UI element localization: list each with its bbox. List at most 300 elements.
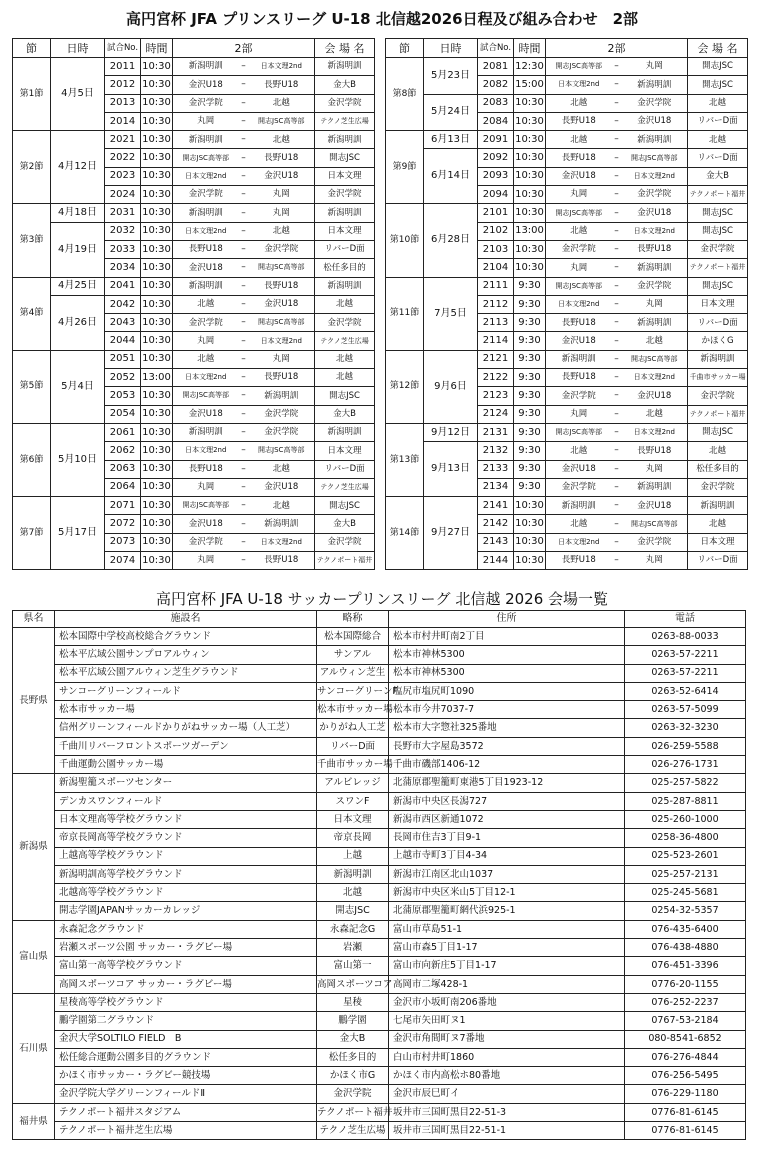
match-venue: 北越 bbox=[315, 350, 375, 368]
kickoff-time: 9:30 bbox=[514, 442, 546, 460]
facility-name: 帝京長岡高等学校グラウンド bbox=[55, 829, 317, 847]
home-team: 新潟明訓 bbox=[173, 423, 239, 441]
away-team: 開志JSC高等部 bbox=[622, 515, 688, 533]
away-team: 丸岡 bbox=[622, 58, 688, 76]
home-team: 日本文理2nd bbox=[173, 222, 239, 240]
match-date: 4月19日 bbox=[51, 222, 105, 277]
versus-dash: – bbox=[612, 387, 622, 405]
home-team: 金沢学院 bbox=[173, 314, 239, 332]
match-date: 5月4日 bbox=[51, 350, 105, 423]
col-header-time: 時間 bbox=[514, 39, 546, 58]
versus-dash: – bbox=[239, 76, 249, 94]
match-date: 9月13日 bbox=[424, 442, 478, 497]
facility-phone: 0263-57-2211 bbox=[625, 664, 746, 682]
facility-abbreviation: 千曲市サッカー場 bbox=[317, 756, 389, 774]
col-header-time: 時間 bbox=[141, 39, 173, 58]
facility-phone: 076-252-2237 bbox=[625, 993, 746, 1011]
home-team: 日本文理2nd bbox=[546, 295, 612, 313]
match-date: 4月25日 bbox=[51, 277, 105, 295]
kickoff-time: 9:30 bbox=[514, 387, 546, 405]
kickoff-time: 10:30 bbox=[141, 497, 173, 515]
facility-phone: 025-257-5822 bbox=[625, 774, 746, 792]
facility-name: かほく市サッカー・ラグビー競技場 bbox=[55, 1067, 317, 1085]
facility-abbreviation: 金大B bbox=[317, 1030, 389, 1048]
match-venue: リバーD面 bbox=[315, 460, 375, 478]
facility-name: 北越高等学校グラウンド bbox=[55, 884, 317, 902]
match-number: 2114 bbox=[478, 332, 514, 350]
home-team: 北越 bbox=[546, 131, 612, 149]
venue-row bbox=[13, 1103, 746, 1121]
versus-dash: – bbox=[612, 314, 622, 332]
match-venue: テクノ芝生広場 bbox=[315, 112, 375, 130]
match-venue: 北越 bbox=[688, 515, 748, 533]
facility-abbreviation: 鵬学園 bbox=[317, 1012, 389, 1030]
kickoff-time: 10:30 bbox=[514, 94, 546, 112]
away-team: 北越 bbox=[249, 497, 315, 515]
venue-header-row bbox=[13, 611, 746, 628]
schedule-header-row bbox=[386, 39, 748, 58]
facility-address: 七尾市矢田町ヌ1 bbox=[389, 1012, 625, 1030]
facility-phone: 0263-88-0033 bbox=[625, 628, 746, 646]
schedule-table-right bbox=[385, 38, 748, 570]
home-team: 丸岡 bbox=[546, 186, 612, 204]
match-venue: 金大B bbox=[315, 76, 375, 94]
match-venue: リバーD面 bbox=[688, 314, 748, 332]
away-team: 長野U18 bbox=[249, 369, 315, 387]
facility-phone: 025-245-5681 bbox=[625, 884, 746, 902]
match-number: 2112 bbox=[478, 295, 514, 313]
match-date: 5月24日 bbox=[424, 94, 478, 131]
away-team: 開志JSC高等部 bbox=[249, 259, 315, 277]
versus-dash: – bbox=[612, 497, 622, 515]
away-team: 日本文理2nd bbox=[622, 222, 688, 240]
match-venue: 新潟明訓 bbox=[688, 497, 748, 515]
facility-abbreviation: 北越 bbox=[317, 884, 389, 902]
match-row bbox=[386, 94, 748, 112]
match-row bbox=[386, 149, 748, 167]
match-number: 2013 bbox=[105, 94, 141, 112]
kickoff-time: 10:30 bbox=[514, 515, 546, 533]
facility-abbreviation: 富山第一 bbox=[317, 957, 389, 975]
venue-row bbox=[13, 756, 746, 774]
versus-dash: – bbox=[612, 460, 622, 478]
kickoff-time: 9:30 bbox=[514, 460, 546, 478]
facility-abbreviation: 岩瀬 bbox=[317, 939, 389, 957]
away-team: 長野U18 bbox=[622, 442, 688, 460]
facility-address: 松本市村井町南2丁目 bbox=[389, 628, 625, 646]
match-venue: 新潟明訓 bbox=[315, 423, 375, 441]
facility-phone: 025-287-8811 bbox=[625, 792, 746, 810]
kickoff-time: 10:30 bbox=[141, 405, 173, 423]
kickoff-time: 10:30 bbox=[514, 112, 546, 130]
facility-abbreviation: 松本市サッカー場 bbox=[317, 701, 389, 719]
facility-address: 金沢市小坂町南206番地 bbox=[389, 993, 625, 1011]
match-venue: 金沢学院 bbox=[688, 240, 748, 258]
match-number: 2034 bbox=[105, 259, 141, 277]
match-venue: 北越 bbox=[688, 131, 748, 149]
match-date: 9月12日 bbox=[424, 423, 478, 441]
away-team: 新潟明訓 bbox=[622, 131, 688, 149]
facility-name: 鵬学園第二グラウンド bbox=[55, 1012, 317, 1030]
match-venue: 金大B bbox=[688, 167, 748, 185]
facility-address: 上越市寺町3丁目4-34 bbox=[389, 847, 625, 865]
venue-row bbox=[13, 1122, 746, 1140]
kickoff-time: 10:30 bbox=[141, 186, 173, 204]
home-team: 金沢学院 bbox=[173, 94, 239, 112]
kickoff-time: 10:30 bbox=[141, 460, 173, 478]
home-team: 金沢U18 bbox=[546, 167, 612, 185]
home-team: 丸岡 bbox=[546, 259, 612, 277]
kickoff-time: 10:30 bbox=[514, 131, 546, 149]
match-venue: 開志JSC bbox=[688, 204, 748, 222]
home-team: 新潟明訓 bbox=[173, 131, 239, 149]
away-team: 丸岡 bbox=[249, 186, 315, 204]
away-team: 北越 bbox=[249, 131, 315, 149]
col-header-prefecture: 県名 bbox=[13, 611, 55, 628]
section-label: 第11節 bbox=[386, 277, 424, 350]
venue-row bbox=[13, 920, 746, 938]
facility-phone: 0263-57-2211 bbox=[625, 646, 746, 664]
facility-phone: 026-276-1731 bbox=[625, 756, 746, 774]
facility-address: 塩尻市塩尻町1090 bbox=[389, 682, 625, 700]
match-number: 2033 bbox=[105, 240, 141, 258]
home-team: 金沢U18 bbox=[546, 332, 612, 350]
home-team: 新潟明訓 bbox=[546, 350, 612, 368]
venue-row bbox=[13, 884, 746, 902]
match-number: 2062 bbox=[105, 442, 141, 460]
col-header-division: 2部 bbox=[546, 39, 688, 58]
match-number: 2101 bbox=[478, 204, 514, 222]
section-label: 第5節 bbox=[13, 350, 51, 423]
facility-name: 松本平広域公園アルウィン芝生グラウンド bbox=[55, 664, 317, 682]
col-header-venue: 会 場 名 bbox=[688, 39, 748, 58]
match-date: 5月17日 bbox=[51, 497, 105, 570]
match-number: 2143 bbox=[478, 533, 514, 551]
match-venue: テクノ芝生広場 bbox=[315, 332, 375, 350]
match-venue: 北越 bbox=[315, 295, 375, 313]
venue-row bbox=[13, 865, 746, 883]
kickoff-time: 10:30 bbox=[141, 222, 173, 240]
facility-phone: 0254-32-5357 bbox=[625, 902, 746, 920]
versus-dash: – bbox=[612, 478, 622, 496]
match-row bbox=[13, 277, 375, 295]
match-date: 4月5日 bbox=[51, 58, 105, 131]
facility-name: 松本市サッカー場 bbox=[55, 701, 317, 719]
kickoff-time: 10:30 bbox=[141, 332, 173, 350]
match-venue: 開志JSC bbox=[688, 277, 748, 295]
facility-abbreviation: かりがね人工芝 bbox=[317, 719, 389, 737]
versus-dash: – bbox=[239, 222, 249, 240]
home-team: 新潟明訓 bbox=[173, 58, 239, 76]
match-number: 2042 bbox=[105, 295, 141, 313]
match-number: 2073 bbox=[105, 533, 141, 551]
kickoff-time: 12:30 bbox=[514, 58, 546, 76]
match-row bbox=[13, 295, 375, 313]
versus-dash: – bbox=[612, 222, 622, 240]
versus-dash: – bbox=[239, 497, 249, 515]
facility-name: 金沢学院大学グリーンフィールドⅡ bbox=[55, 1085, 317, 1103]
away-team: 北越 bbox=[249, 460, 315, 478]
match-number: 2072 bbox=[105, 515, 141, 533]
versus-dash: – bbox=[239, 295, 249, 313]
versus-dash: – bbox=[612, 515, 622, 533]
facility-address: 松本市神林5300 bbox=[389, 646, 625, 664]
away-team: 新潟明訓 bbox=[622, 76, 688, 94]
facility-abbreviation: サンコーグリーンF bbox=[317, 682, 389, 700]
away-team: 長野U18 bbox=[249, 149, 315, 167]
facility-name: デンカスワンフィールド bbox=[55, 792, 317, 810]
facility-address: かほく市内高松ホ80番地 bbox=[389, 1067, 625, 1085]
facility-address: 北蒲原郡聖籠町網代浜925-1 bbox=[389, 902, 625, 920]
venue-row bbox=[13, 719, 746, 737]
home-team: 開志JSC高等部 bbox=[173, 497, 239, 515]
facility-phone: 025-260-1000 bbox=[625, 810, 746, 828]
match-venue: 新潟明訓 bbox=[315, 58, 375, 76]
away-team: 金沢学院 bbox=[622, 94, 688, 112]
facility-phone: 0767-53-2184 bbox=[625, 1012, 746, 1030]
match-number: 2022 bbox=[105, 149, 141, 167]
venue-row bbox=[13, 1048, 746, 1066]
away-team: 日本文理2nd bbox=[249, 533, 315, 551]
match-number: 2092 bbox=[478, 149, 514, 167]
versus-dash: – bbox=[612, 204, 622, 222]
match-venue: かほくG bbox=[688, 332, 748, 350]
home-team: 日本文理2nd bbox=[173, 442, 239, 460]
facility-abbreviation: テクノ芝生広場 bbox=[317, 1122, 389, 1140]
match-date: 9月27日 bbox=[424, 497, 478, 570]
col-header-section: 節 bbox=[386, 39, 424, 58]
match-venue: 金大B bbox=[315, 405, 375, 423]
match-venue: 日本文理 bbox=[315, 167, 375, 185]
home-team: 丸岡 bbox=[546, 405, 612, 423]
match-number: 2041 bbox=[105, 277, 141, 295]
versus-dash: – bbox=[239, 149, 249, 167]
match-number: 2074 bbox=[105, 552, 141, 570]
col-header-phone: 電話 bbox=[625, 611, 746, 628]
versus-dash: – bbox=[239, 94, 249, 112]
match-row bbox=[386, 423, 748, 441]
versus-dash: – bbox=[612, 76, 622, 94]
versus-dash: – bbox=[239, 350, 249, 368]
col-header-match-no: 試合No. bbox=[478, 39, 514, 58]
facility-name: 開志学園JAPANサッカーカレッジ bbox=[55, 902, 317, 920]
match-number: 2081 bbox=[478, 58, 514, 76]
facility-abbreviation: アルウィン芝生 bbox=[317, 664, 389, 682]
match-venue: 金沢学院 bbox=[315, 314, 375, 332]
match-row bbox=[13, 58, 375, 76]
match-row bbox=[13, 222, 375, 240]
match-number: 2014 bbox=[105, 112, 141, 130]
away-team: 金沢学院 bbox=[622, 186, 688, 204]
venue-row bbox=[13, 957, 746, 975]
match-number: 2011 bbox=[105, 58, 141, 76]
versus-dash: – bbox=[239, 277, 249, 295]
match-number: 2064 bbox=[105, 478, 141, 496]
versus-dash: – bbox=[239, 460, 249, 478]
away-team: 開志JSC高等部 bbox=[622, 149, 688, 167]
kickoff-time: 10:30 bbox=[514, 533, 546, 551]
match-date: 7月5日 bbox=[424, 277, 478, 350]
away-team: 丸岡 bbox=[249, 350, 315, 368]
home-team: 金沢学院 bbox=[546, 240, 612, 258]
kickoff-time: 10:30 bbox=[141, 442, 173, 460]
match-row bbox=[386, 58, 748, 76]
facility-address: 富山市向新庄5丁目1-17 bbox=[389, 957, 625, 975]
facility-abbreviation: テクノポート福井 bbox=[317, 1103, 389, 1121]
away-team: 金沢U18 bbox=[622, 387, 688, 405]
facility-phone: 076-229-1180 bbox=[625, 1085, 746, 1103]
home-team: 開志JSC高等部 bbox=[173, 387, 239, 405]
away-team: 開志JSC高等部 bbox=[249, 314, 315, 332]
versus-dash: – bbox=[612, 149, 622, 167]
match-number: 2104 bbox=[478, 259, 514, 277]
versus-dash: – bbox=[239, 131, 249, 149]
section-label: 第4節 bbox=[13, 277, 51, 350]
match-date: 5月10日 bbox=[51, 423, 105, 496]
versus-dash: – bbox=[239, 204, 249, 222]
home-team: 北越 bbox=[173, 295, 239, 313]
match-number: 2054 bbox=[105, 405, 141, 423]
facility-phone: 0258-36-4800 bbox=[625, 829, 746, 847]
kickoff-time: 10:30 bbox=[141, 149, 173, 167]
home-team: 金沢学院 bbox=[546, 387, 612, 405]
versus-dash: – bbox=[239, 515, 249, 533]
versus-dash: – bbox=[239, 478, 249, 496]
facility-phone: 076-438-4880 bbox=[625, 939, 746, 957]
match-venue: 新潟明訓 bbox=[315, 204, 375, 222]
facility-abbreviation: かほく市G bbox=[317, 1067, 389, 1085]
facility-name: 上越高等学校グラウンド bbox=[55, 847, 317, 865]
away-team: 金沢学院 bbox=[249, 240, 315, 258]
home-team: 金沢U18 bbox=[173, 515, 239, 533]
facility-abbreviation: 上越 bbox=[317, 847, 389, 865]
section-label: 第7節 bbox=[13, 497, 51, 570]
home-team: 日本文理2nd bbox=[173, 369, 239, 387]
versus-dash: – bbox=[612, 259, 622, 277]
facility-name: 松本国際中学校高校総合グラウンド bbox=[55, 628, 317, 646]
kickoff-time: 10:30 bbox=[514, 167, 546, 185]
home-team: 北越 bbox=[173, 350, 239, 368]
match-number: 2111 bbox=[478, 277, 514, 295]
facility-abbreviation: 松本国際総合 bbox=[317, 628, 389, 646]
facility-name: 千曲運動公園サッカー場 bbox=[55, 756, 317, 774]
away-team: 金沢U18 bbox=[622, 204, 688, 222]
kickoff-time: 9:30 bbox=[514, 350, 546, 368]
match-date: 6月28日 bbox=[424, 204, 478, 277]
match-number: 2102 bbox=[478, 222, 514, 240]
facility-abbreviation: 日本文理 bbox=[317, 810, 389, 828]
home-team: 長野U18 bbox=[546, 314, 612, 332]
versus-dash: – bbox=[612, 131, 622, 149]
versus-dash: – bbox=[612, 369, 622, 387]
prefecture-label: 富山県 bbox=[13, 920, 55, 993]
match-number: 2083 bbox=[478, 94, 514, 112]
match-row bbox=[13, 497, 375, 515]
kickoff-time: 10:30 bbox=[514, 204, 546, 222]
venue-row bbox=[13, 847, 746, 865]
versus-dash: – bbox=[239, 167, 249, 185]
home-team: 開志JSC高等部 bbox=[546, 58, 612, 76]
match-number: 2093 bbox=[478, 167, 514, 185]
match-venue: 開志JSC bbox=[315, 497, 375, 515]
section-label: 第14節 bbox=[386, 497, 424, 570]
home-team: 長野U18 bbox=[546, 112, 612, 130]
facility-name: 高岡スポーツコア サッカー・ラグビー場 bbox=[55, 975, 317, 993]
home-team: 開志JSC高等部 bbox=[546, 277, 612, 295]
venue-row bbox=[13, 1085, 746, 1103]
versus-dash: – bbox=[239, 387, 249, 405]
versus-dash: – bbox=[612, 94, 622, 112]
facility-address: 新潟市中央区長潟727 bbox=[389, 792, 625, 810]
home-team: 日本文理2nd bbox=[173, 167, 239, 185]
match-number: 2044 bbox=[105, 332, 141, 350]
home-team: 金沢U18 bbox=[173, 259, 239, 277]
home-team: 日本文理2nd bbox=[546, 533, 612, 551]
facility-address: 富山市森5丁目1-17 bbox=[389, 939, 625, 957]
versus-dash: – bbox=[239, 58, 249, 76]
match-number: 2091 bbox=[478, 131, 514, 149]
kickoff-time: 10:30 bbox=[141, 131, 173, 149]
prefecture-label: 新潟県 bbox=[13, 774, 55, 920]
kickoff-time: 10:30 bbox=[141, 259, 173, 277]
match-number: 2021 bbox=[105, 131, 141, 149]
versus-dash: – bbox=[239, 405, 249, 423]
kickoff-time: 9:30 bbox=[514, 423, 546, 441]
prefecture-label: 長野県 bbox=[13, 628, 55, 774]
col-header-match-no: 試合No. bbox=[105, 39, 141, 58]
venue-row bbox=[13, 737, 746, 755]
match-venue: 開志JSC bbox=[688, 423, 748, 441]
match-date: 5月23日 bbox=[424, 58, 478, 95]
facility-name: 金沢大学SOLTILO FIELD B bbox=[55, 1030, 317, 1048]
kickoff-time: 10:30 bbox=[141, 240, 173, 258]
home-team: 金沢U18 bbox=[173, 405, 239, 423]
facility-address: 松本市神林5300 bbox=[389, 664, 625, 682]
facility-address: 坂井市三国町黒目22-51-3 bbox=[389, 1103, 625, 1121]
venue-row bbox=[13, 829, 746, 847]
section-label: 第9節 bbox=[386, 131, 424, 204]
col-header-abbreviation: 略称 bbox=[317, 611, 389, 628]
match-date: 6月13日 bbox=[424, 131, 478, 149]
venue-row bbox=[13, 1030, 746, 1048]
match-row bbox=[13, 350, 375, 368]
away-team: 日本文理2nd bbox=[622, 167, 688, 185]
facility-phone: 0776-81-6145 bbox=[625, 1103, 746, 1121]
col-header-division: 2部 bbox=[173, 39, 315, 58]
match-venue: 日本文理 bbox=[315, 222, 375, 240]
match-number: 2082 bbox=[478, 76, 514, 94]
match-date: 4月26日 bbox=[51, 295, 105, 350]
versus-dash: – bbox=[612, 552, 622, 570]
match-venue: 北越 bbox=[315, 369, 375, 387]
venue-list-title: 高円宮杯 JFA U-18 サッカープリンスリーグ 北信越 2026 会場一覧 bbox=[155, 590, 609, 608]
match-venue: リバーD面 bbox=[688, 552, 748, 570]
facility-address: 北蒲原郡聖籠町東港5丁目1923-12 bbox=[389, 774, 625, 792]
home-team: 丸岡 bbox=[173, 112, 239, 130]
match-venue: リバーD面 bbox=[688, 149, 748, 167]
versus-dash: – bbox=[612, 277, 622, 295]
facility-abbreviation: 松任多目的 bbox=[317, 1048, 389, 1066]
home-team: 長野U18 bbox=[546, 369, 612, 387]
kickoff-time: 9:30 bbox=[514, 314, 546, 332]
match-row bbox=[386, 131, 748, 149]
facility-abbreviation: 帝京長岡 bbox=[317, 829, 389, 847]
facility-phone: 0263-32-3230 bbox=[625, 719, 746, 737]
versus-dash: – bbox=[612, 295, 622, 313]
match-venue: 北越 bbox=[688, 94, 748, 112]
home-team: 北越 bbox=[546, 515, 612, 533]
away-team: 金沢U18 bbox=[622, 112, 688, 130]
